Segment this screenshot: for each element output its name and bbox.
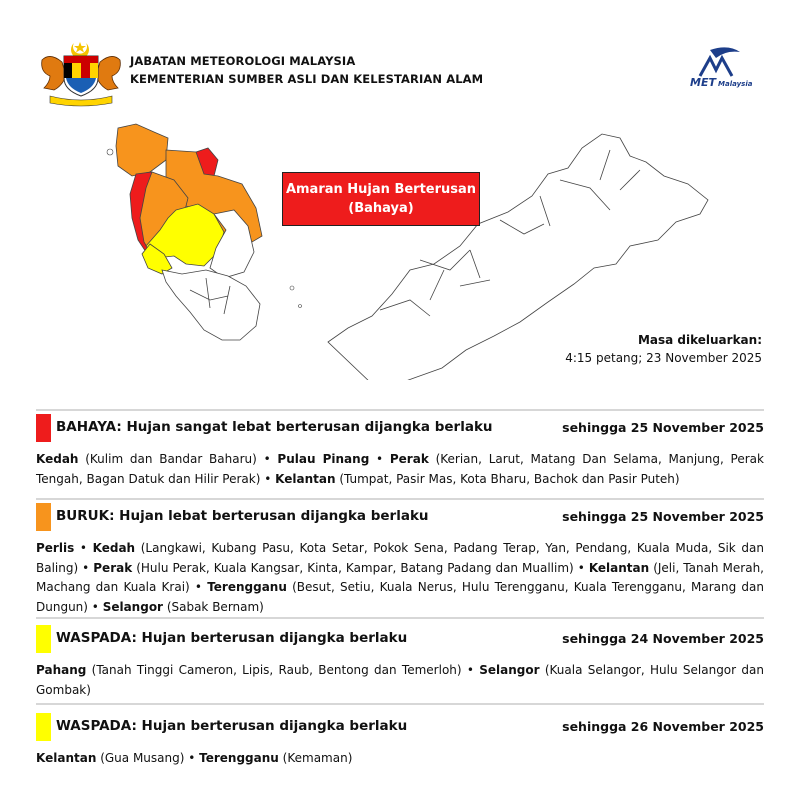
banner-line1: Amaran Hujan Berterusan (285, 182, 477, 197)
divider (36, 617, 764, 619)
level-swatch (36, 713, 51, 741)
section-areas: Kedah (Kulim dan Bandar Baharu) • Pulau Pinang • Perak (Kerian, Larut, Matang Dan Selama, Manjung, Perak Tengah, Bagan Datuk dan Hilir Perak) • Kelantan (Tumpat, Pasir Mas, Kota Bharu, Bachok dan Pasir Puteh) (36, 452, 764, 486)
issued-label: Masa dikeluarkan: (637, 333, 762, 347)
issued-value: 4:15 petang; 23 November 2025 (565, 351, 762, 365)
warning-section-waspada-2 (36, 713, 764, 769)
area-detail: (Gua Musang) (100, 751, 185, 765)
level-swatch (36, 625, 51, 653)
section-until: sehingga 25 November 2025 (562, 509, 764, 524)
warning-banner (282, 172, 480, 226)
area-detail: (Tanah Tinggi Cameron, Lipis, Raub, Bentong dan Temerloh) (91, 663, 462, 677)
divider (36, 409, 764, 411)
level-swatch (36, 414, 51, 442)
svg-text:MET: MET (690, 76, 716, 89)
area-detail: (Kemaman) (282, 751, 353, 765)
area-detail: (Kerian, Larut, Matang Dan Selama, Manjung, Perak Tengah, Bagan Datuk dan Hilir Perak) (36, 452, 764, 486)
warning-section-buruk (36, 503, 764, 617)
divider (36, 498, 764, 500)
region-south-peninsula (162, 270, 260, 340)
area-state: Selangor (479, 663, 540, 677)
area-state: Pulau Pinang (277, 452, 370, 466)
area-detail: (Langkawi, Kubang Pasu, Kota Setar, Pokok Sena, Padang Terap, Yan, Pendang, Kuala Muda, Sik dan Baling) (36, 541, 764, 575)
section-areas: Kelantan (Gua Musang) • Terengganu (Kemaman) (36, 751, 353, 765)
warning-section-bahaya (36, 414, 764, 489)
area-detail: (Sabak Bernam) (166, 599, 264, 614)
ministry-name: KEMENTERIAN SUMBER ASLI DAN KELESTARIAN ALAM (130, 72, 484, 86)
area-state: Perlis (36, 541, 75, 555)
area-state: Kelantan (36, 751, 97, 765)
section-title: BAHAYA: Hujan sangat lebat berterusan dijangka berlaku (56, 419, 493, 435)
svg-text:Malaysia: Malaysia (718, 80, 753, 88)
section-areas: Pahang (Tanah Tinggi Cameron, Lipis, Raub, Bentong dan Temerloh) • Selangor (Kuala Selangor, Hulu Selangor dan Gombak) (36, 663, 764, 697)
area-state: Kedah (36, 452, 79, 466)
section-until: sehingga 24 November 2025 (562, 631, 764, 646)
divider (36, 703, 764, 705)
warning-section-waspada-1 (36, 625, 764, 700)
area-detail: (Jeli, Tanah Merah, Machang dan Kuala Krai) (36, 560, 764, 594)
area-state: Kedah (92, 541, 136, 555)
area-state: Perak (389, 452, 429, 466)
area-state: Pahang (36, 663, 87, 677)
section-until: sehingga 26 November 2025 (562, 719, 764, 734)
met-malaysia-logo-icon (680, 42, 770, 102)
banner-line2: (Bahaya) (348, 201, 414, 216)
area-detail: (Besut, Setiu, Kuala Nerus, Hulu Terengganu, Kuala Terengganu, Marang dan Dungun) (36, 580, 764, 614)
level-swatch (36, 503, 51, 531)
area-state: Selangor (102, 599, 163, 614)
area-state: Kelantan (275, 471, 336, 486)
area-detail: (Kuala Selangor, Hulu Selangor dan Gombak) (36, 663, 764, 697)
section-title: WASPADA: Hujan berterusan dijangka berlaku (56, 718, 408, 734)
agency-name: JABATAN METEOROLOGI MALAYSIA (130, 54, 356, 68)
section-areas: Perlis • Kedah (Langkawi, Kubang Pasu, Kota Setar, Pokok Sena, Padang Terap, Yan, Pendang, Kuala Muda, Sik dan Baling) • Perak (Hulu Perak, Kuala Kangsar, Kinta, Kampar, Batang Padang dan Muallim) • Kelantan (Jeli, Tanah Merah, Machang dan Kuala Krai) • Terengganu (Besut, Setiu, Kuala Nerus, Hulu Terengganu, Kuala Terengganu, Marang dan Dungun) • Selangor (Sabak Bernam) (36, 541, 764, 614)
section-title: WASPADA: Hujan berterusan dijangka berlaku (56, 630, 408, 646)
area-state: Kelantan (588, 560, 650, 575)
region-perlis-kedah (116, 124, 168, 176)
area-state: Terengganu (199, 751, 279, 765)
peninsular-malaysia (116, 124, 262, 340)
area-detail: (Tumpat, Pasir Mas, Kota Bharu, Bachok dan Pasir Puteh) (339, 471, 680, 486)
issued-time (565, 331, 762, 367)
area-detail: (Kulim dan Bandar Baharu) (85, 452, 257, 466)
area-state: Perak (93, 560, 133, 575)
section-until: sehingga 25 November 2025 (562, 420, 764, 435)
area-detail: (Hulu Perak, Kuala Kangsar, Kinta, Kampar, Batang Padang dan Muallim) (136, 560, 574, 575)
malaysia-coat-of-arms-icon (36, 40, 126, 108)
section-title: BURUK: Hujan lebat berterusan dijangka berlaku (56, 508, 429, 524)
area-state: Terengganu (207, 580, 287, 594)
